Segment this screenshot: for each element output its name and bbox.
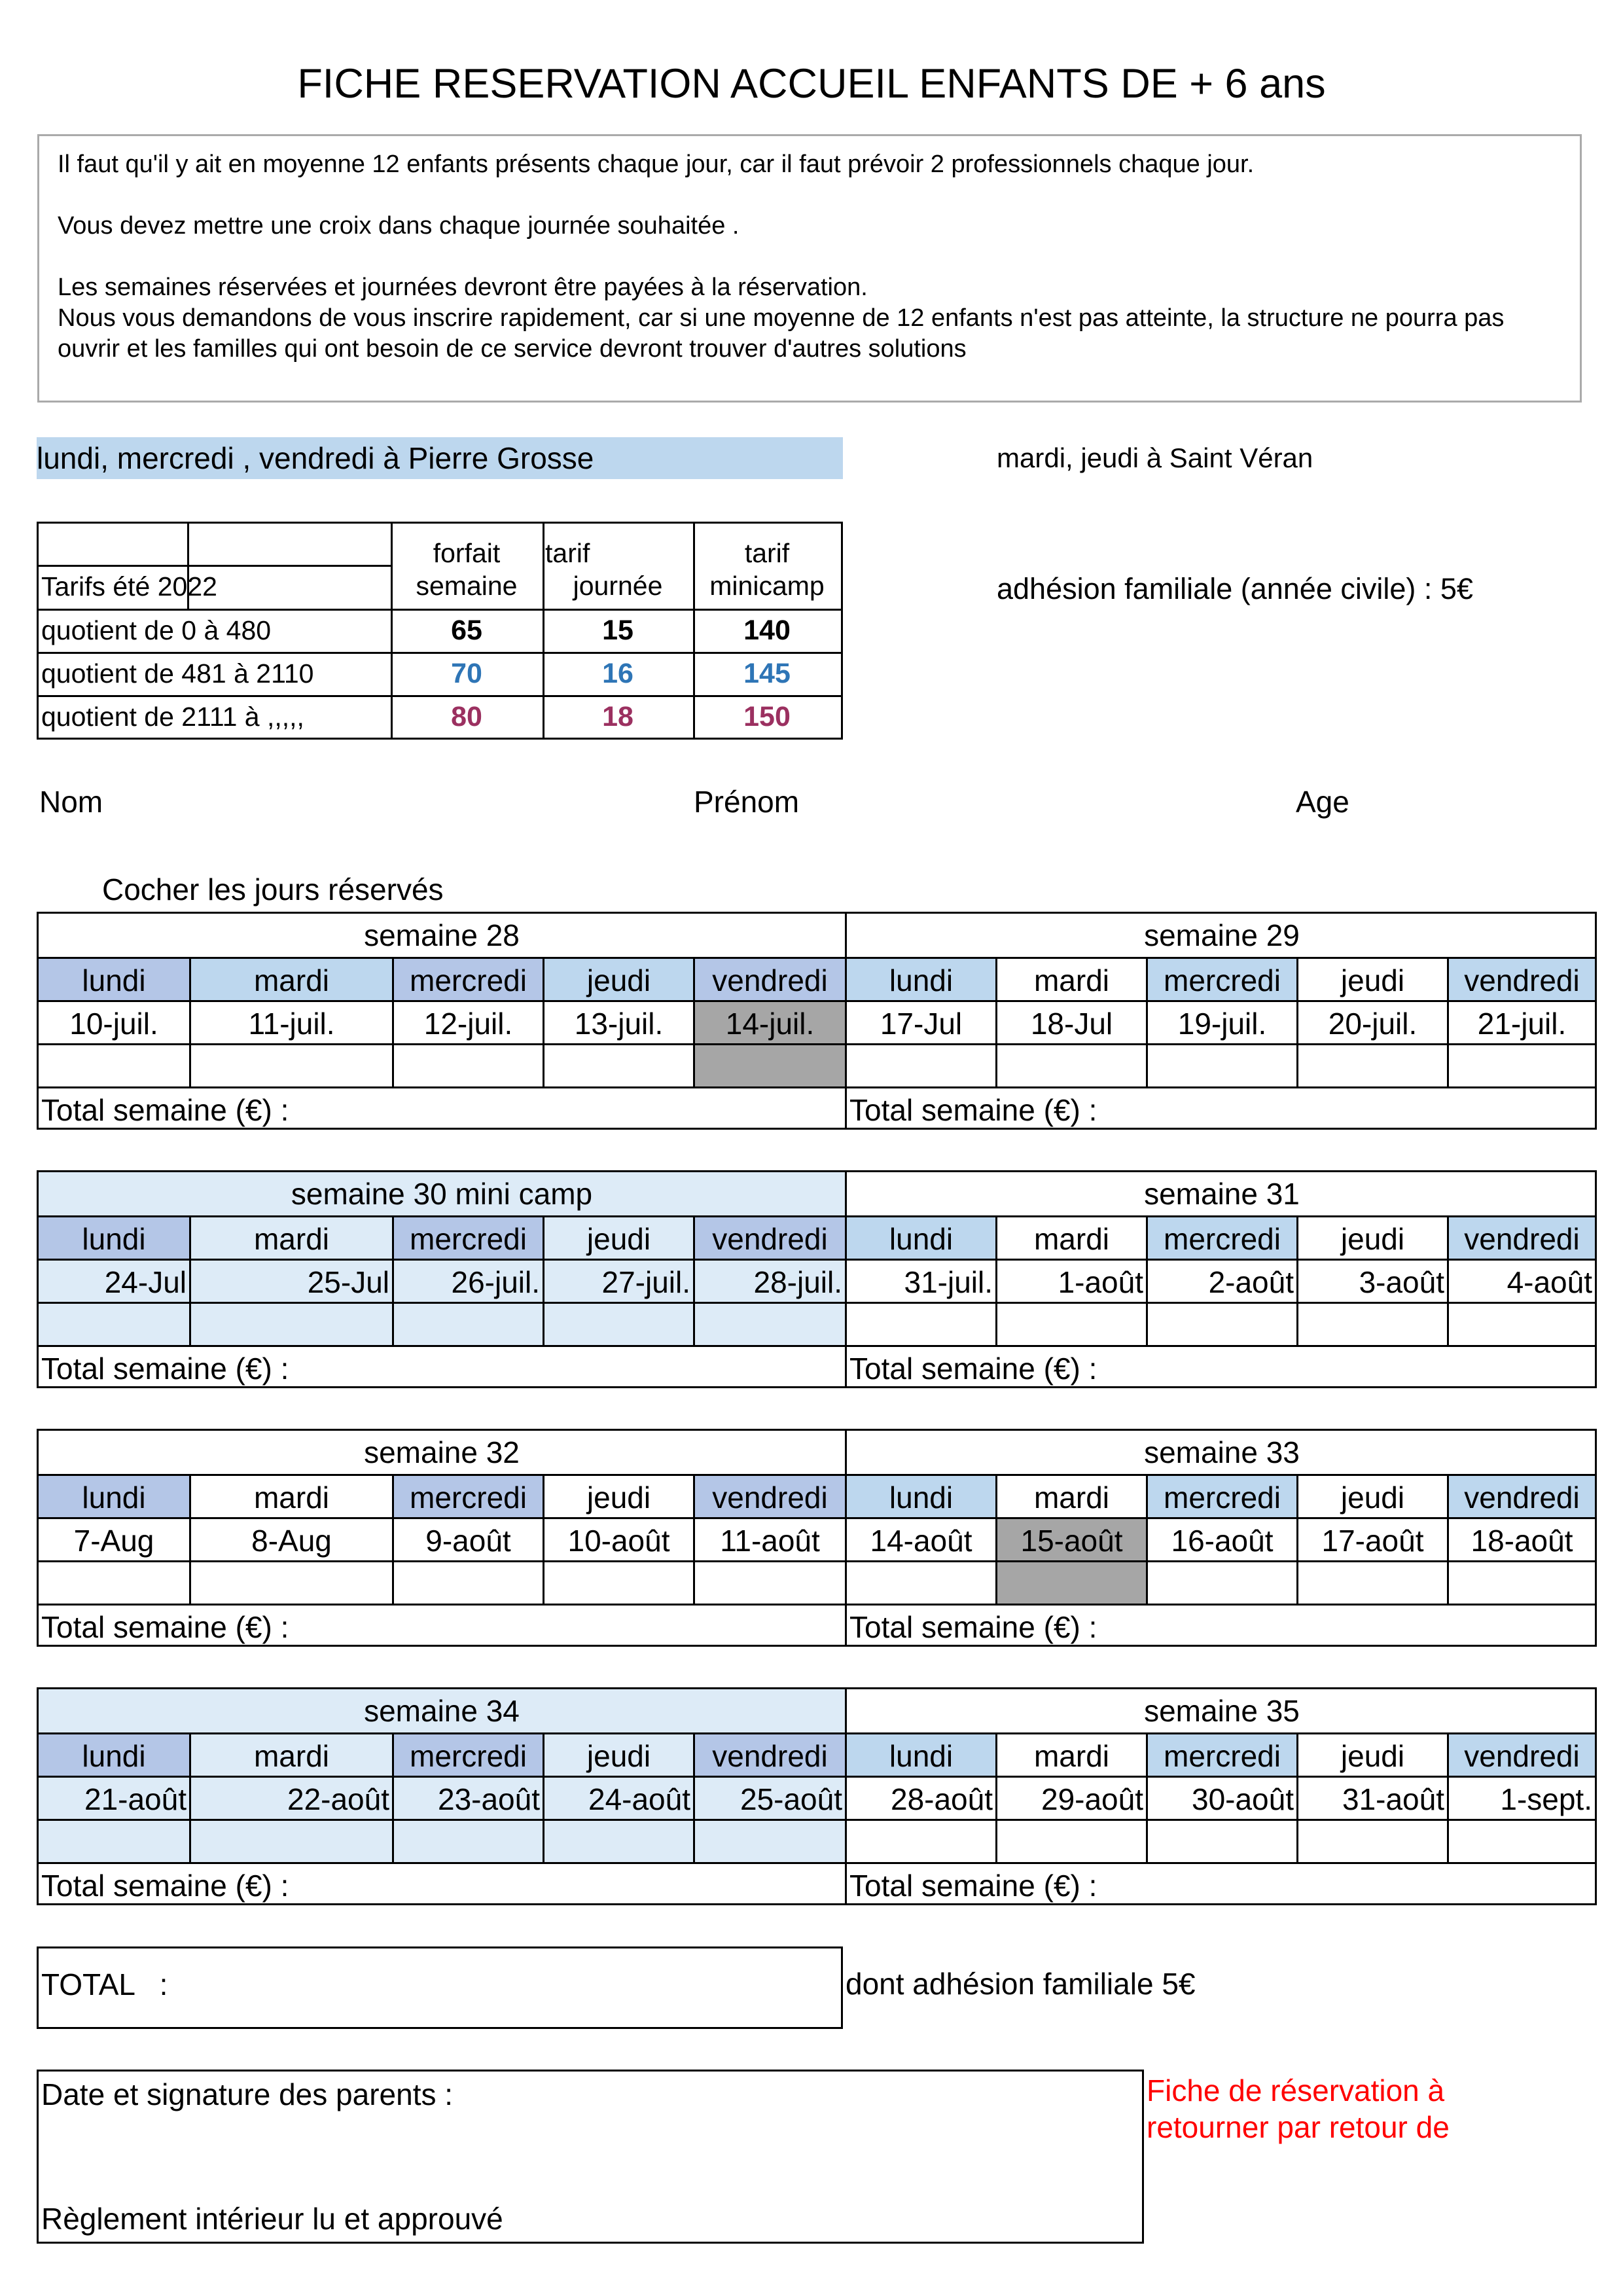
day-header-mercredi: mercredi [392, 957, 543, 1000]
day-checkbox-cell[interactable] [189, 1560, 392, 1604]
day-header-mercredi: mercredi [392, 1474, 543, 1517]
day-header-vendredi: vendredi [693, 957, 845, 1000]
nom-label: Nom [39, 785, 103, 819]
tariff-label: Tarifs été 2022 [41, 571, 217, 601]
day-checkbox-cell[interactable] [693, 1302, 845, 1345]
day-header-jeudi: jeudi [543, 1732, 693, 1776]
day-checkbox-cell[interactable] [1146, 1043, 1296, 1086]
tariff-row-label: quotient de 0 à 480 [41, 615, 272, 645]
day-header-mercredi: mercredi [1146, 1215, 1296, 1259]
week-total-label: Total semaine (€) : [845, 1086, 1595, 1130]
day-checkbox-cell[interactable] [693, 1819, 845, 1862]
day-header-lundi: lundi [845, 1732, 995, 1776]
day-date: 18-Jul [995, 1000, 1146, 1043]
day-date: 12-juil. [392, 1000, 543, 1043]
day-checkbox-cell[interactable] [995, 1819, 1146, 1862]
day-checkbox-cell[interactable] [845, 1819, 995, 1862]
day-header-mardi: mardi [995, 1474, 1146, 1517]
day-date: 1-août [995, 1259, 1146, 1302]
day-header-mercredi: mercredi [1146, 1474, 1296, 1517]
week-table [37, 912, 1597, 1130]
day-checkbox-cell[interactable] [1146, 1302, 1296, 1345]
rules-approved-label: Règlement intérieur lu et approuvé [41, 2202, 503, 2236]
day-checkbox-cell[interactable] [1296, 1819, 1447, 1862]
day-date: 24-août [543, 1776, 693, 1819]
day-date: 11-juil. [189, 1000, 392, 1043]
week-table [37, 1170, 1597, 1388]
adhesion-info: adhésion familiale (année civile) : 5€ [997, 572, 1473, 605]
day-date: 11-août [693, 1517, 845, 1560]
day-header-lundi: lundi [845, 957, 995, 1000]
day-checkbox-cell[interactable] [189, 1043, 392, 1086]
day-header-mardi: mardi [995, 957, 1146, 1000]
tariff-forfait-value: 70 [451, 658, 482, 689]
day-header-lundi: lundi [39, 957, 189, 1000]
tariff-journee-value: 15 [602, 615, 633, 646]
tariff-row-label: quotient de 481 à 2110 [41, 658, 314, 689]
day-header-lundi: lundi [39, 1215, 189, 1259]
day-date: 2-août [1146, 1259, 1296, 1302]
day-checkbox-cell[interactable] [845, 1302, 995, 1345]
day-checkbox-cell[interactable] [543, 1819, 693, 1862]
week-title: semaine 29 [845, 914, 1597, 957]
cocher-label: Cocher les jours réservés [102, 872, 444, 906]
day-header-vendredi: vendredi [693, 1474, 845, 1517]
tariff-forfait-value: 80 [451, 701, 482, 732]
info-line: Vous devez mettre une croix dans chaque journée souhaitée . [58, 212, 740, 240]
day-checkbox-cell[interactable] [1447, 1043, 1595, 1086]
day-header-mardi: mardi [189, 957, 392, 1000]
day-header-vendredi: vendredi [1447, 1215, 1595, 1259]
day-header-jeudi: jeudi [543, 1215, 693, 1259]
day-date: 17-août [1296, 1517, 1447, 1560]
day-header-mardi: mardi [189, 1732, 392, 1776]
prenom-label: Prénom [694, 785, 800, 819]
day-date: 1-sept. [1447, 1776, 1595, 1819]
page-title: FICHE RESERVATION ACCUEIL ENFANTS DE + 6 ans [297, 61, 1326, 107]
tariff-row-label: quotient de 2111 à ,,,,, [41, 702, 304, 732]
day-checkbox-cell[interactable] [392, 1043, 543, 1086]
tariff-minicamp-value: 140 [743, 615, 791, 646]
day-header-lundi: lundi [39, 1474, 189, 1517]
day-header-mardi: mardi [189, 1215, 392, 1259]
week-title: semaine 32 [364, 1435, 520, 1469]
day-header-mercredi: mercredi [392, 1732, 543, 1776]
day-header-jeudi: jeudi [1296, 1732, 1447, 1776]
day-checkbox-cell[interactable] [543, 1302, 693, 1345]
tariff-minicamp-value: 145 [743, 658, 791, 689]
day-date: 21-juil. [1447, 1000, 1595, 1043]
signature-label: Date et signature des parents : [41, 2077, 454, 2111]
week-total-label: Total semaine (€) : [39, 1862, 845, 1905]
total-label: TOTAL : [41, 1967, 168, 2001]
day-checkbox-cell[interactable] [39, 1560, 189, 1604]
week-title: semaine 34 [39, 1689, 845, 1732]
day-checkbox-cell[interactable] [392, 1302, 543, 1345]
day-date: 14-août [845, 1517, 995, 1560]
day-checkbox-cell[interactable] [189, 1819, 392, 1862]
day-header-mardi: mardi [189, 1474, 392, 1517]
day-checkbox-cell[interactable] [39, 1302, 189, 1345]
week-title: semaine 28 [364, 918, 520, 952]
week-total-label: Total semaine (€) : [845, 1604, 1595, 1647]
day-date: 14-juil. [693, 1000, 845, 1043]
day-header-lundi: lundi [845, 1215, 995, 1259]
week-title: semaine 33 [845, 1431, 1597, 1474]
day-header-jeudi: jeudi [543, 957, 693, 1000]
day-date: 27-juil. [543, 1259, 693, 1302]
day-date: 28-août [845, 1776, 995, 1819]
adhesion-note: dont adhésion familiale 5€ [846, 1967, 1196, 2001]
day-date: 29-août [995, 1776, 1146, 1819]
day-header-mercredi: mercredi [392, 1215, 543, 1259]
week-table [37, 1429, 1597, 1647]
day-checkbox-cell [995, 1560, 1146, 1604]
week-total-label: Total semaine (€) : [39, 1604, 845, 1647]
week-title: semaine 30 mini camp [39, 1172, 845, 1215]
week-title: semaine 31 [845, 1172, 1597, 1215]
day-checkbox-cell[interactable] [543, 1043, 693, 1086]
col-tarif-journee-b: journée [573, 571, 663, 601]
day-date: 4-août [1447, 1259, 1595, 1302]
day-checkbox-cell[interactable] [189, 1302, 392, 1345]
info-line: Il faut qu'il y ait en moyenne 12 enfants présents chaque jour, car il faut prévoir 2 professionnels chaque jour. [58, 151, 1255, 178]
location-saint-veran: mardi, jeudi à Saint Véran [997, 442, 1313, 473]
day-date: 19-juil. [1146, 1000, 1296, 1043]
week-total-label: Total semaine (€) : [845, 1862, 1595, 1905]
day-date: 10-août [543, 1517, 693, 1560]
day-checkbox-cell[interactable] [1296, 1560, 1447, 1604]
day-checkbox-cell[interactable] [1296, 1043, 1447, 1086]
day-date: 15-août [995, 1517, 1146, 1560]
week-title: semaine 35 [845, 1689, 1597, 1732]
day-date: 18-août [1447, 1517, 1595, 1560]
day-checkbox-cell[interactable] [1447, 1560, 1595, 1604]
info-box [37, 134, 1582, 403]
day-date: 30-août [1146, 1776, 1296, 1819]
day-header-jeudi: jeudi [1296, 1215, 1447, 1259]
day-header-jeudi: jeudi [543, 1474, 693, 1517]
day-header-mercredi: mercredi [1146, 1732, 1296, 1776]
total-box [37, 1946, 843, 2029]
tariff-journee-value: 18 [602, 701, 633, 732]
return-note: Fiche de réservation à retourner par retour de [1147, 2073, 1450, 2144]
day-checkbox-cell[interactable] [693, 1560, 845, 1604]
week-total-label: Total semaine (€) : [39, 1086, 845, 1130]
day-checkbox-cell[interactable] [392, 1560, 543, 1604]
day-date: 13-juil. [543, 1000, 693, 1043]
day-header-vendredi: vendredi [1447, 1732, 1595, 1776]
tariff-forfait-value: 65 [451, 615, 482, 646]
day-header-jeudi: jeudi [1296, 957, 1447, 1000]
day-date: 16-août [1146, 1517, 1296, 1560]
info-line: Les semaines réservées et journées devront être payées à la réservation. [58, 274, 868, 301]
week-total-label: Total semaine (€) : [845, 1345, 1595, 1388]
day-date: 21-août [39, 1776, 189, 1819]
day-header-vendredi: vendredi [1447, 1474, 1595, 1517]
day-date: 7-Aug [39, 1517, 189, 1560]
day-checkbox-cell[interactable] [1296, 1302, 1447, 1345]
day-date: 3-août [1296, 1259, 1447, 1302]
col-tarif-journee-a: tarif [545, 538, 590, 568]
day-date: 25-août [693, 1776, 845, 1819]
day-date: 10-juil. [39, 1000, 189, 1043]
day-checkbox-cell[interactable] [1146, 1560, 1296, 1604]
day-date: 31-juil. [845, 1259, 995, 1302]
day-checkbox-cell[interactable] [1146, 1819, 1296, 1862]
day-date: 31-août [1296, 1776, 1447, 1819]
day-date: 25-Jul [189, 1259, 392, 1302]
day-checkbox-cell[interactable] [392, 1819, 543, 1862]
signature-box [37, 2070, 1144, 2244]
day-checkbox-cell[interactable] [995, 1302, 1146, 1345]
tariff-table [37, 522, 843, 740]
day-date: 8-Aug [189, 1517, 392, 1560]
day-date: 17-Jul [845, 1000, 995, 1043]
day-header-vendredi: vendredi [693, 1732, 845, 1776]
day-date: 23-août [392, 1776, 543, 1819]
tariff-journee-value: 16 [602, 658, 633, 689]
col-forfait-semaine: forfait semaine [416, 538, 518, 601]
day-checkbox-cell[interactable] [995, 1043, 1146, 1086]
day-header-vendredi: vendredi [1447, 957, 1595, 1000]
day-header-vendredi: vendredi [693, 1215, 845, 1259]
day-checkbox-cell[interactable] [39, 1819, 189, 1862]
day-checkbox-cell[interactable] [1447, 1302, 1595, 1345]
day-header-mercredi: mercredi [1146, 957, 1296, 1000]
age-label: Age [1296, 785, 1349, 819]
location-pierre-grosse: lundi, mercredi , vendredi à Pierre Grosse [37, 437, 843, 479]
day-checkbox-cell[interactable] [543, 1560, 693, 1604]
day-checkbox-cell[interactable] [845, 1560, 995, 1604]
day-date: 28-juil. [693, 1259, 845, 1302]
day-date: 20-juil. [1296, 1000, 1447, 1043]
day-header-lundi: lundi [845, 1474, 995, 1517]
day-header-lundi: lundi [39, 1732, 189, 1776]
day-date: 24-Jul [39, 1259, 189, 1302]
week-total-label: Total semaine (€) : [39, 1345, 845, 1388]
day-header-jeudi: jeudi [1296, 1474, 1447, 1517]
day-date: 26-juil. [392, 1259, 543, 1302]
day-checkbox-cell[interactable] [1447, 1819, 1595, 1862]
day-checkbox-cell[interactable] [39, 1043, 189, 1086]
day-date: 22-août [189, 1776, 392, 1819]
week-table [37, 1687, 1597, 1905]
day-checkbox-cell[interactable] [845, 1043, 995, 1086]
col-tarif-minicamp: tarif minicamp [709, 538, 825, 601]
day-header-mardi: mardi [995, 1215, 1146, 1259]
day-date: 9-août [392, 1517, 543, 1560]
info-line: Nous vous demandons de vous inscrire rapidement, car si une moyenne de 12 enfants n'est pas atteinte, la structure ne pourra pas ouvrir et les familles qui ont besoin de ce service devront trouver d'autres solutions [58, 304, 1505, 363]
day-checkbox-cell [693, 1043, 845, 1086]
day-header-mardi: mardi [995, 1732, 1146, 1776]
tariff-minicamp-value: 150 [743, 701, 791, 732]
